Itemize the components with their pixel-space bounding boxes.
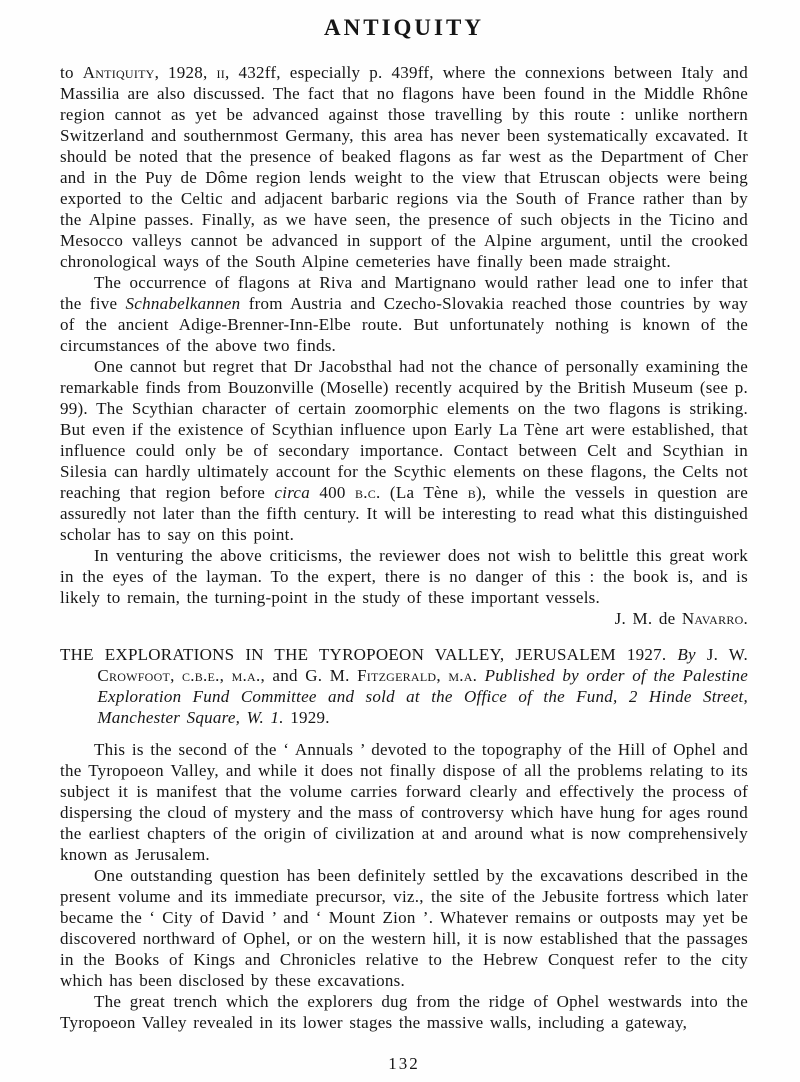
text-segment: 400 [309, 483, 356, 502]
text-segment: ), while the vessels in question are assuredly not later than the fifth century. It will be interesting to read what this distinguished scholar has to say on this point. [60, 483, 749, 544]
text-segment: . [743, 609, 748, 628]
paragraph [60, 865, 748, 991]
text-segment [477, 666, 484, 685]
text-segment: J. W. [695, 645, 749, 664]
review-flagons [60, 62, 748, 629]
text-segment: b.c. [355, 483, 381, 502]
text-segment: from Austria and Czecho-Slovakia reached those countries by way of the ancient Adige-Brenner-Inn-Elbe route. But unfortunately nothing is known of the circumstances of the above two finds. [60, 294, 748, 355]
text-segment: By [677, 645, 696, 664]
journal-title: ANTIQUITY [324, 15, 484, 40]
paragraph [60, 62, 748, 272]
paragraph [60, 272, 748, 356]
text-segment: , [436, 666, 449, 685]
text-segment: The occurrence of flagons at Riva and Martignano would rather lead one to infer that the five [60, 273, 748, 313]
paragraph [60, 991, 748, 1033]
text-segment: In venturing the above criticisms, the reviewer does not wish to belittle this great work in the eyes of the layman. To the expert, there is no danger of this : the book is, and is likely to remain, the turning-point in the study of these important vessels. [60, 546, 748, 607]
text-segment: ii [216, 63, 226, 82]
text-segment: Navarro [681, 609, 744, 628]
text-segment: , and G. M. [260, 666, 358, 685]
page-number: 132 [388, 1054, 420, 1073]
text-segment: Published by order of the Palestine Exploration Fund Committee and sold at the Office of the Fund, 2 Hinde Street, Manchester Square, W. 1. [97, 666, 748, 727]
reviewer-signature [60, 608, 748, 629]
paragraph [60, 356, 748, 545]
text-segment: , [170, 666, 183, 685]
text-segment: One outstanding question has been definitely settled by the excavations described in the present volume and its immediate precursor, viz., the site of the Jebusite fortress which later became the ‘ City of David ’ and ‘ Mount Zion ’. Whatever remains or outposts may yet be discovered northward of Ophel, or on the western hill, it is now established that the passages in the Books of Kings and Chronicles relative to the Hebrew Conquest refer to the city which has been disclosed by these excavations. [60, 866, 748, 990]
text-segment: J. M. de [614, 609, 682, 628]
text-segment: Crowfoot [97, 666, 171, 685]
text-segment: , 432ff, especially p. 439ff, where the connexions between Italy and Massilia are also discussed. The fact that no flagons have been found in the Middle Rhône region cannot as yet be advanced against those travelling by this route : unlike northern Switzerland and southernmost Germany, this area has never been systematically excavated. It should be noted that the presence of beaked flagons as far west as the Department of Cher and in the Puy de Dôme region lends weight to the view that Etruscan objects were being exported to the Celtic and adjacent barbaric regions via the South of France rather than by the Alpine passes. Finally, as we have seen, the presence of such objects in the Ticino and Mesocco valleys cannot be advanced in support of the Alpine argument, until the crooked chronological ways of the South Alpine cemeteries have finally been made straight. [60, 63, 748, 271]
text-segment: One cannot but regret that Dr Jacobsthal had not the chance of personally examining the remarkable finds from Bouzonville (Moselle) recently acquired by the British Museum (see p. 99). The Scythian character of certain zoomorphic elements on the two flagons is striking. But even if the existence of Scythian influence upon Early La Tène art were established, that influence could only be of secondary importance. Contact between Celt and Scythian in Silesia can hardly ultimately account for the Scythic elements on these flagons, the Celts not reaching that region before [60, 357, 748, 502]
text-segment: The great trench which the explorers dug from the ridge of Ophel westwards into the Tyropoeon Valley revealed in its lower stages the massive walls, including a gateway, [60, 992, 748, 1032]
text-segment: Fitzgerald [357, 666, 437, 685]
paragraph [60, 545, 748, 608]
text-segment: Schnabelkannen [125, 294, 241, 313]
text-segment: Antiquity [82, 63, 155, 82]
text-segment: circa [274, 483, 310, 502]
text-segment: to [60, 63, 83, 82]
text-segment: b [467, 483, 476, 502]
paragraph [60, 739, 748, 865]
text-segment: (La Tène [380, 483, 468, 502]
text-segment: 1929. [283, 708, 330, 727]
text-segment: , 1928, [154, 63, 217, 82]
text-segment: m.a. [448, 666, 478, 685]
book-citation-heading [60, 644, 748, 728]
text-segment: c.b.e., m.a. [182, 666, 261, 685]
review-tyropoeon-valley [60, 644, 748, 1033]
text-segment: THE EXPLORATIONS IN THE TYROPOEON VALLEY, JERUSALEM 1927. [60, 645, 678, 664]
text-segment: This is the second of the ‘ Annuals ’ devoted to the topography of the Hill of Ophel and the Tyropoeon Valley, and while it does not finally dispose of all the problems relating to its subject it is manifest that the volume carries forward clearly and effectively the process of dispersing the cloud of mystery and the mass of controversy which have hung for ages round the earliest chapters of the origin of civilization at and around what is now comprehensively known as Jerusalem. [60, 740, 748, 864]
